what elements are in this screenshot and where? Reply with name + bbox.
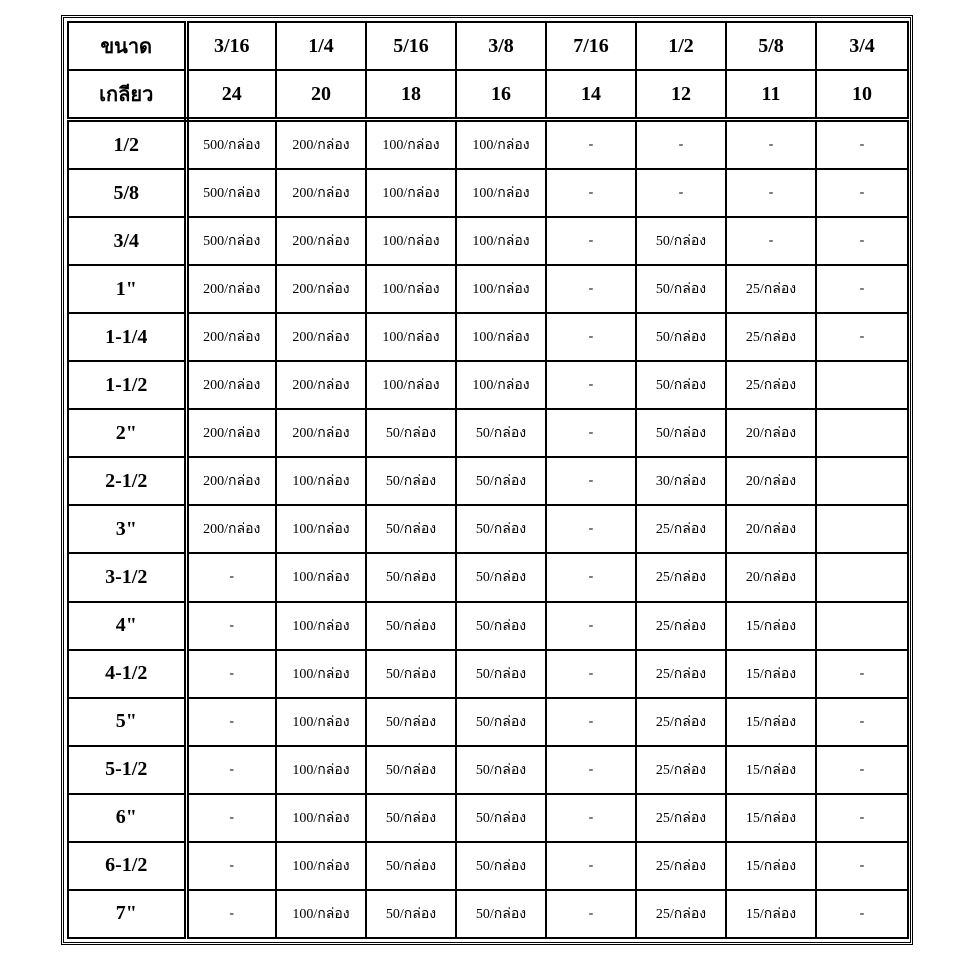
table-cell: 25/กล่อง	[636, 890, 726, 938]
row-length-label: 6"	[68, 794, 186, 842]
table-cell: -	[816, 169, 908, 217]
table-cell: 50/กล่อง	[366, 842, 456, 890]
table-cell: 100/กล่อง	[276, 746, 366, 794]
row-length-label: 7"	[68, 890, 186, 938]
table-cell: 20/กล่อง	[726, 457, 816, 505]
table-cell: 100/กล่อง	[366, 217, 456, 265]
table-cell: -	[546, 457, 636, 505]
table-cell: 50/กล่อง	[366, 553, 456, 601]
table-cell: 25/กล่อง	[636, 842, 726, 890]
table-cell: 200/กล่อง	[276, 217, 366, 265]
header-thread-cell: 10	[816, 70, 908, 120]
table-cell: 50/กล่อง	[456, 698, 546, 746]
table-cell	[816, 409, 908, 457]
header-thread-cell: 14	[546, 70, 636, 120]
table-cell: 100/กล่อง	[276, 602, 366, 650]
table-cell: 200/กล่อง	[276, 120, 366, 170]
header-size-cell: 7/16	[546, 22, 636, 70]
table-row	[68, 553, 908, 601]
table-cell: 100/กล่อง	[456, 217, 546, 265]
table-cell: 50/กล่อง	[366, 650, 456, 698]
table-cell: 100/กล่อง	[276, 794, 366, 842]
table-cell: 25/กล่อง	[636, 553, 726, 601]
header-thread-cell: 24	[186, 70, 276, 120]
table-cell: -	[816, 698, 908, 746]
bolt-packing-table	[67, 21, 909, 939]
table-cell: 200/กล่อง	[186, 361, 276, 409]
table-cell: 50/กล่อง	[636, 361, 726, 409]
table-cell: 25/กล่อง	[636, 505, 726, 553]
row-length-label: 1-1/2	[68, 361, 186, 409]
table-row	[68, 890, 908, 938]
table-cell: -	[546, 746, 636, 794]
table-cell: 50/กล่อง	[366, 698, 456, 746]
table-row	[68, 698, 908, 746]
table-cell: 500/กล่อง	[186, 120, 276, 170]
table-cell: 50/กล่อง	[456, 890, 546, 938]
table-row	[68, 602, 908, 650]
table-cell: -	[546, 698, 636, 746]
table-cell: 100/กล่อง	[276, 698, 366, 746]
header-size-label: ขนาด	[68, 22, 186, 70]
table-cell: -	[546, 361, 636, 409]
table-cell: 100/กล่อง	[456, 361, 546, 409]
table-cell: 25/กล่อง	[636, 698, 726, 746]
table-cell: -	[816, 794, 908, 842]
header-thread-cell: 12	[636, 70, 726, 120]
table-cell: -	[186, 650, 276, 698]
header-size-cell: 1/2	[636, 22, 726, 70]
table-cell: -	[636, 120, 726, 170]
table-cell: -	[816, 842, 908, 890]
table-cell: 200/กล่อง	[276, 265, 366, 313]
table-cell: 50/กล่อง	[636, 265, 726, 313]
table-cell: -	[186, 890, 276, 938]
table-cell: 100/กล่อง	[366, 169, 456, 217]
table-row	[68, 409, 908, 457]
table-cell: 20/กล่อง	[726, 553, 816, 601]
table-cell: 200/กล่อง	[186, 265, 276, 313]
table-cell: 100/กล่อง	[276, 553, 366, 601]
table-cell: -	[186, 602, 276, 650]
table-cell: -	[546, 169, 636, 217]
table-row	[68, 169, 908, 217]
row-length-label: 3"	[68, 505, 186, 553]
table-cell: 500/กล่อง	[186, 217, 276, 265]
header-thread-cell: 20	[276, 70, 366, 120]
header-size-cell: 3/16	[186, 22, 276, 70]
row-length-label: 5"	[68, 698, 186, 746]
table-cell: -	[816, 890, 908, 938]
table-cell: 50/กล่อง	[456, 602, 546, 650]
table-cell: 200/กล่อง	[186, 409, 276, 457]
table-cell: 100/กล่อง	[366, 361, 456, 409]
table-cell: -	[186, 794, 276, 842]
table-cell: 25/กล่อง	[636, 602, 726, 650]
table-cell: 200/กล่อง	[186, 457, 276, 505]
row-length-label: 2"	[68, 409, 186, 457]
table-cell: 15/กล่อง	[726, 794, 816, 842]
table-cell: 50/กล่อง	[366, 746, 456, 794]
table-cell: -	[546, 650, 636, 698]
table-cell: 100/กล่อง	[276, 457, 366, 505]
table-cell: -	[636, 169, 726, 217]
table-cell: 50/กล่อง	[366, 505, 456, 553]
table-cell: 200/กล่อง	[186, 505, 276, 553]
table-cell: 25/กล่อง	[726, 313, 816, 361]
table-cell: -	[726, 217, 816, 265]
table-cell: -	[546, 553, 636, 601]
table-cell: 50/กล่อง	[636, 313, 726, 361]
table-cell: 200/กล่อง	[276, 409, 366, 457]
table-cell: 50/กล่อง	[366, 602, 456, 650]
table-row	[68, 794, 908, 842]
row-length-label: 1"	[68, 265, 186, 313]
table-cell: 50/กล่อง	[636, 217, 726, 265]
table-frame	[61, 15, 913, 945]
table-cell: 200/กล่อง	[276, 169, 366, 217]
table-cell: 15/กล่อง	[726, 650, 816, 698]
table-cell: 200/กล่อง	[276, 313, 366, 361]
row-length-label: 4-1/2	[68, 650, 186, 698]
table-cell: -	[546, 120, 636, 170]
table-cell: -	[546, 217, 636, 265]
table-cell: -	[186, 842, 276, 890]
table-cell: -	[546, 794, 636, 842]
table-cell: 100/กล่อง	[456, 120, 546, 170]
table-cell: -	[186, 698, 276, 746]
table-cell: -	[546, 409, 636, 457]
header-thread-label: เกลียว	[68, 70, 186, 120]
table-cell: -	[186, 553, 276, 601]
table-cell: -	[726, 120, 816, 170]
table-cell: 50/กล่อง	[456, 409, 546, 457]
table-cell: 50/กล่อง	[456, 794, 546, 842]
table-cell: 100/กล่อง	[276, 505, 366, 553]
header-row-size	[68, 22, 908, 70]
header-size-cell: 5/16	[366, 22, 456, 70]
table-cell: -	[546, 890, 636, 938]
table-row	[68, 746, 908, 794]
table-cell: 100/กล่อง	[276, 842, 366, 890]
header-thread-cell: 18	[366, 70, 456, 120]
table-cell: 25/กล่อง	[726, 361, 816, 409]
header-size-cell: 1/4	[276, 22, 366, 70]
table-cell: 50/กล่อง	[456, 505, 546, 553]
table-cell: 15/กล่อง	[726, 746, 816, 794]
table-cell	[816, 457, 908, 505]
table-cell: 20/กล่อง	[726, 505, 816, 553]
row-length-label: 6-1/2	[68, 842, 186, 890]
table-cell: 200/กล่อง	[276, 361, 366, 409]
table-cell: 25/กล่อง	[726, 265, 816, 313]
table-cell: 50/กล่อง	[366, 890, 456, 938]
table-cell: -	[816, 265, 908, 313]
table-cell: 500/กล่อง	[186, 169, 276, 217]
table-cell: 15/กล่อง	[726, 698, 816, 746]
table-cell: 50/กล่อง	[456, 553, 546, 601]
table-cell: 50/กล่อง	[456, 842, 546, 890]
table-cell: 100/กล่อง	[276, 890, 366, 938]
row-length-label: 1/2	[68, 120, 186, 170]
header-row-thread	[68, 70, 908, 120]
row-length-label: 2-1/2	[68, 457, 186, 505]
table-cell: -	[816, 120, 908, 170]
table-cell: -	[816, 217, 908, 265]
table-cell: -	[546, 265, 636, 313]
table-cell: 200/กล่อง	[186, 313, 276, 361]
table-cell: 100/กล่อง	[456, 169, 546, 217]
table-row	[68, 217, 908, 265]
table-cell: 30/กล่อง	[636, 457, 726, 505]
header-size-cell: 3/8	[456, 22, 546, 70]
table-row	[68, 457, 908, 505]
table-cell: 50/กล่อง	[366, 794, 456, 842]
header-thread-cell: 11	[726, 70, 816, 120]
table-cell	[816, 505, 908, 553]
table-cell: -	[186, 746, 276, 794]
table-cell: -	[816, 650, 908, 698]
table-cell: 100/กล่อง	[366, 265, 456, 313]
table-cell: 25/กล่อง	[636, 794, 726, 842]
table-cell	[816, 602, 908, 650]
table-cell: -	[546, 313, 636, 361]
header-size-cell: 5/8	[726, 22, 816, 70]
table-cell: 50/กล่อง	[456, 457, 546, 505]
table-cell: -	[546, 842, 636, 890]
table-cell: -	[816, 746, 908, 794]
header-size-cell: 3/4	[816, 22, 908, 70]
row-length-label: 3/4	[68, 217, 186, 265]
table-cell: 50/กล่อง	[636, 409, 726, 457]
table-row	[68, 120, 908, 170]
table-row	[68, 842, 908, 890]
table-cell: 50/กล่อง	[456, 746, 546, 794]
row-length-label: 1-1/4	[68, 313, 186, 361]
row-length-label: 3-1/2	[68, 553, 186, 601]
table-row	[68, 650, 908, 698]
table-cell: 100/กล่อง	[456, 313, 546, 361]
table-cell: -	[546, 505, 636, 553]
table-cell: 15/กล่อง	[726, 842, 816, 890]
table-cell: 100/กล่อง	[276, 650, 366, 698]
table-cell: 100/กล่อง	[456, 265, 546, 313]
table-cell	[816, 361, 908, 409]
row-length-label: 4"	[68, 602, 186, 650]
row-length-label: 5/8	[68, 169, 186, 217]
table-cell: 100/กล่อง	[366, 313, 456, 361]
table-cell: 15/กล่อง	[726, 602, 816, 650]
table-row	[68, 505, 908, 553]
table-cell: 50/กล่อง	[456, 650, 546, 698]
table-cell	[816, 553, 908, 601]
table-cell: 100/กล่อง	[366, 120, 456, 170]
table-cell: 50/กล่อง	[366, 409, 456, 457]
table-cell: 25/กล่อง	[636, 746, 726, 794]
row-length-label: 5-1/2	[68, 746, 186, 794]
table-body	[68, 120, 908, 939]
table-row	[68, 361, 908, 409]
table-cell: -	[816, 313, 908, 361]
table-cell: 15/กล่อง	[726, 890, 816, 938]
table-cell: 50/กล่อง	[366, 457, 456, 505]
header-thread-cell: 16	[456, 70, 546, 120]
table-cell: -	[726, 169, 816, 217]
table-row	[68, 265, 908, 313]
table-row	[68, 313, 908, 361]
table-cell: -	[546, 602, 636, 650]
table-cell: 25/กล่อง	[636, 650, 726, 698]
table-cell: 20/กล่อง	[726, 409, 816, 457]
